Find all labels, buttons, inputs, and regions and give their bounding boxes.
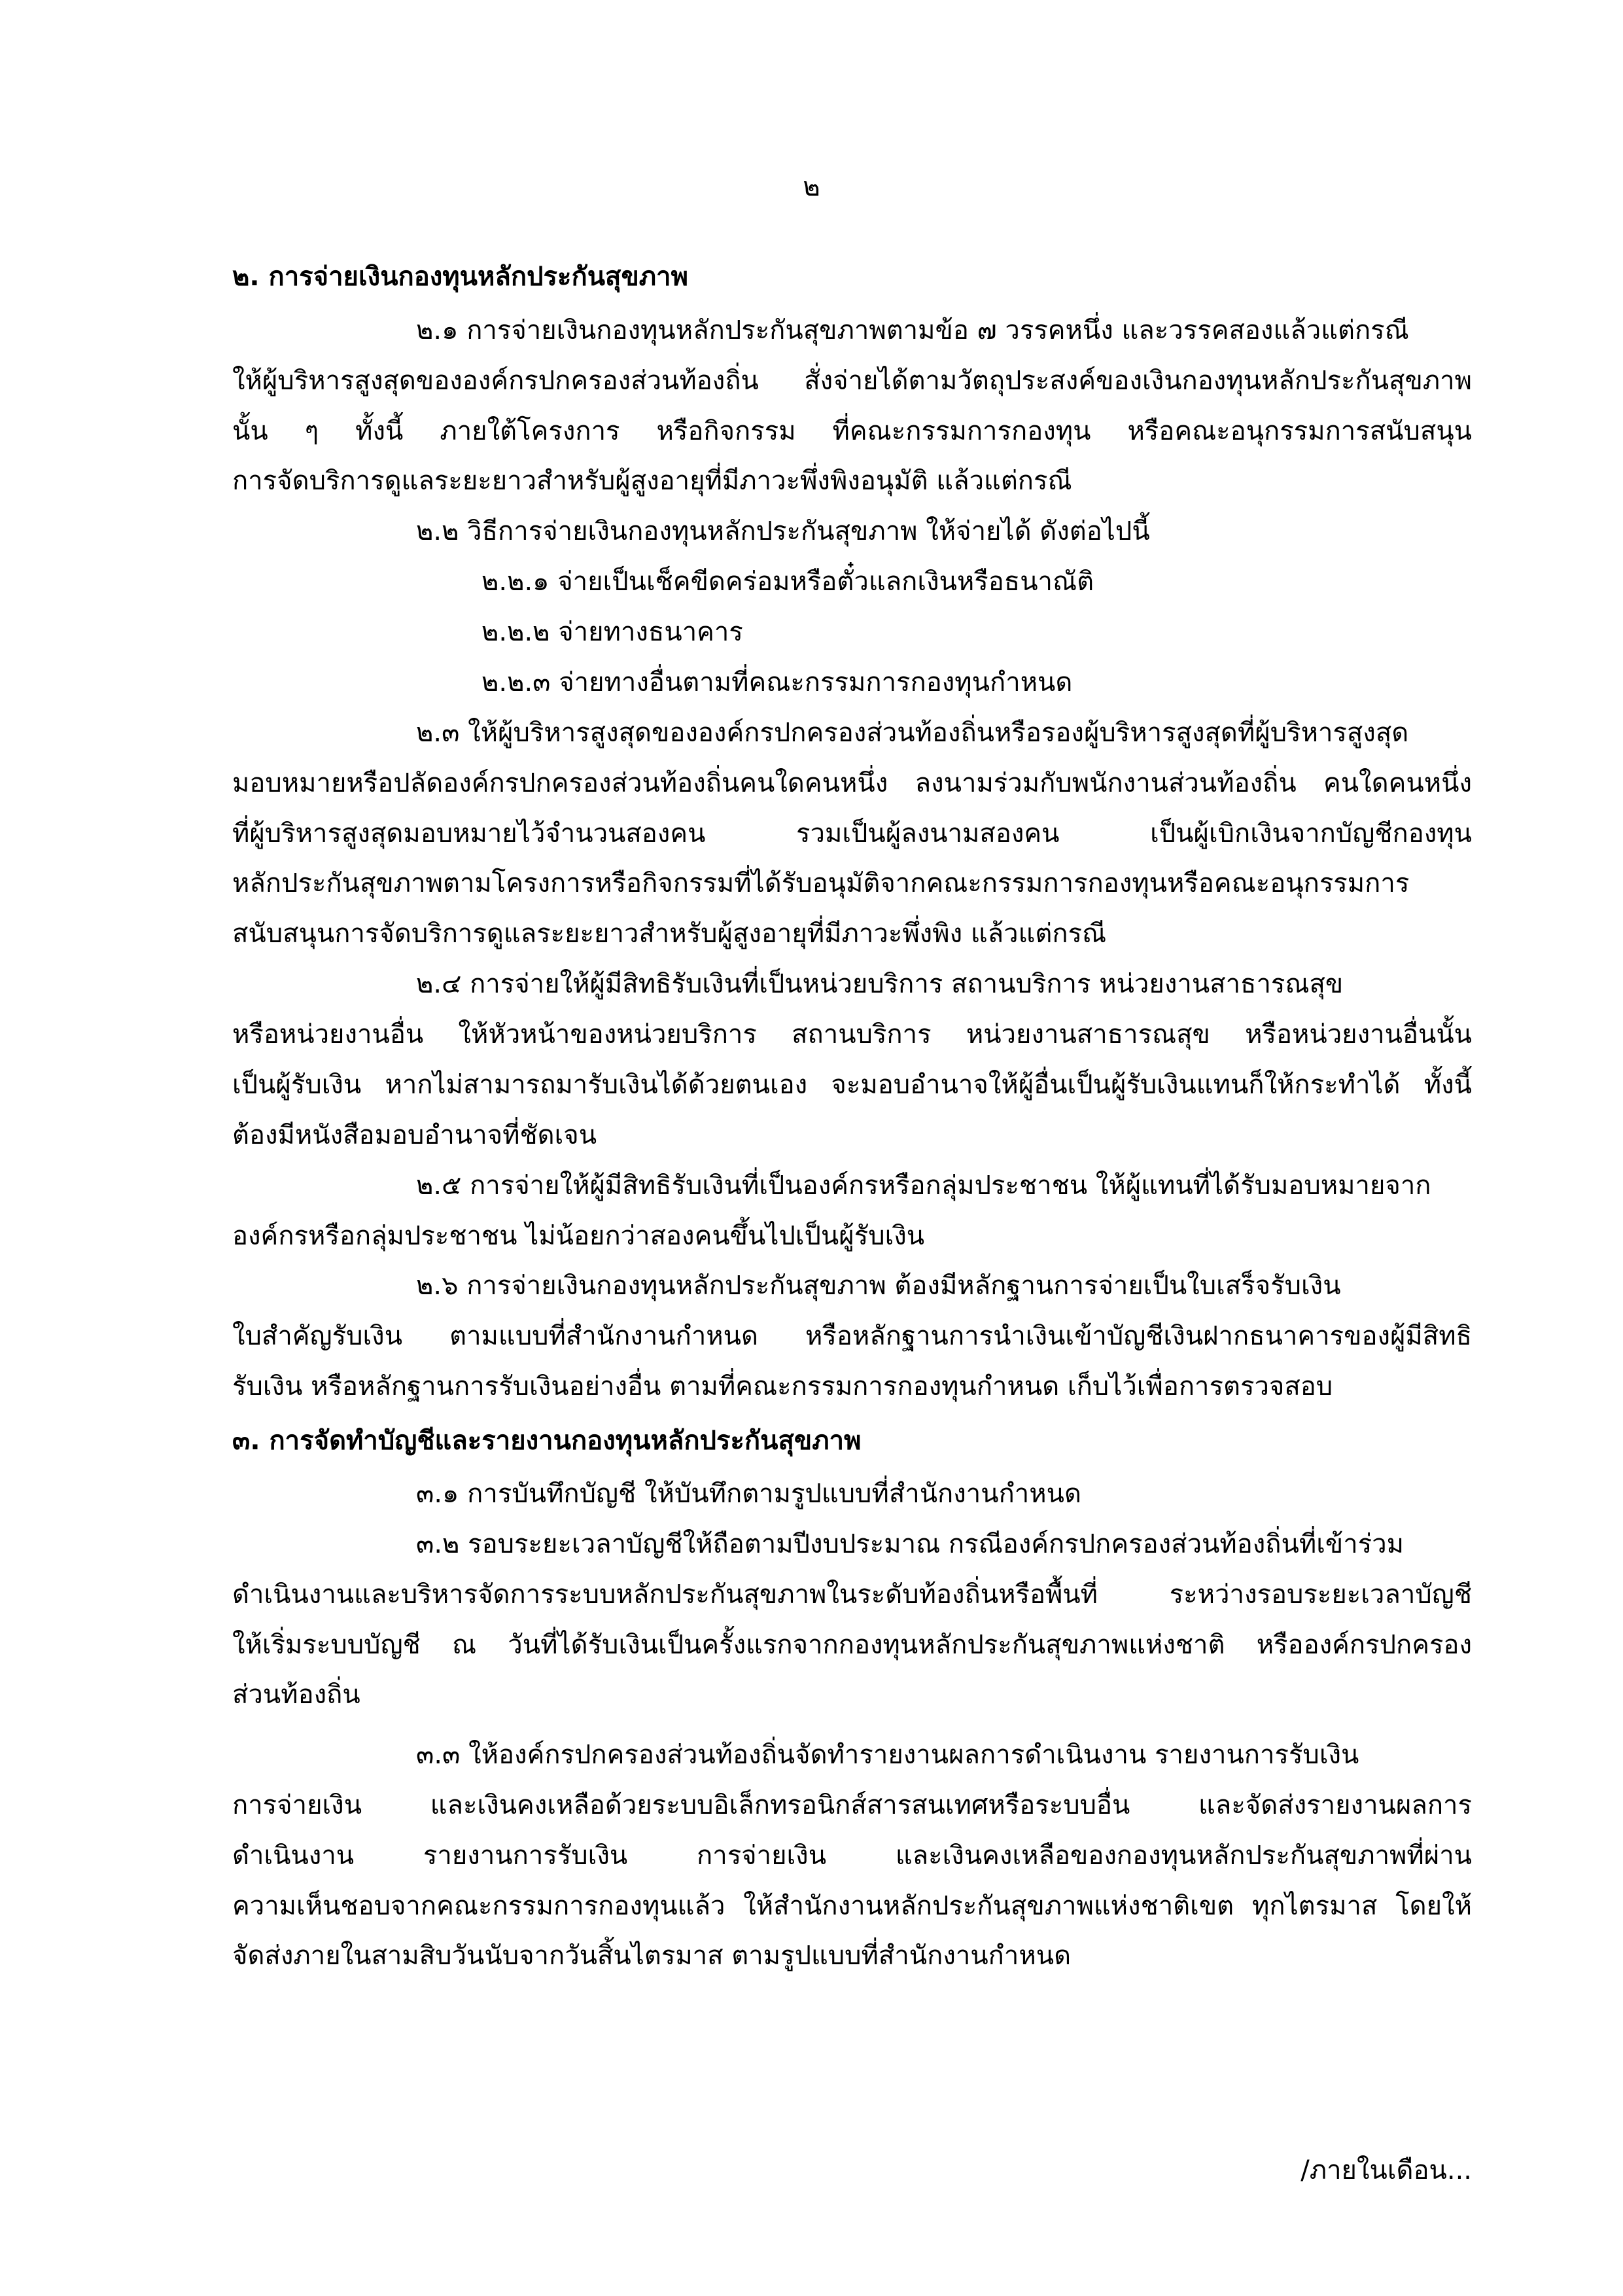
paragraph-2-4-line: ต้องมีหนังสือมอบอำนาจที่ชัดเจน (232, 1120, 597, 1150)
paragraph-3-3-line: ความเห็นชอบจากคณะกรรมการกองทุนแล้ว ให้สำนักงานหลักประกันสุขภาพแห่งชาติเขต ทุกไตรมาส โดยให้ (232, 1891, 1472, 1921)
paragraph-2-1-line: ให้ผู้บริหารสูงสุดขององค์กรปกครองส่วนท้องถิ่น สั่งจ่ายได้ตามวัตถุประสงค์ของเงินกองทุนหลักประกันสุขภาพ (232, 366, 1472, 396)
paragraph-2-1-line: นั้น ๆ ทั้งนี้ ภายใต้โครงการ หรือกิจกรรม ที่คณะกรรมการกองทุน หรือคณะอนุกรรมการสนับสนุน (232, 416, 1472, 446)
page-number: ๒ (803, 172, 820, 202)
paragraph-2-2: ๒.๒ วิธีการจ่ายเงินกองทุนหลักประกันสุขภาพ ให้จ่ายได้ ดังต่อไปนี้ (416, 516, 1150, 546)
paragraph-2-1-line: การจัดบริการดูแลระยะยาวสำหรับผู้สูงอายุที่มีภาวะพึ่งพิงอนุมัติ แล้วแต่กรณี (232, 466, 1072, 496)
list-item-2-2-2: ๒.๒.๒ จ่ายทางธนาคาร (481, 617, 743, 647)
paragraph-2-3-line: ที่ผู้บริหารสูงสุดมอบหมายไว้จำนวนสองคน รวมเป็นผู้ลงนามสองคน เป็นผู้เบิกเงินจากบัญชีกองทุน (232, 819, 1472, 849)
paragraph-2-4-line: ๒.๔ การจ่ายให้ผู้มีสิทธิรับเงินที่เป็นหน่วยบริการ สถานบริการ หน่วยงานสาธารณสุข (416, 969, 1344, 999)
paragraph-2-1-line: ๒.๑ การจ่ายเงินกองทุนหลักประกันสุขภาพตามข้อ ๗ วรรคหนึ่ง และวรรคสองแล้วแต่กรณี (416, 315, 1409, 345)
paragraph-3-1: ๓.๑ การบันทึกบัญชี ให้บันทึกตามรูปแบบที่สำนักงานกำหนด (416, 1479, 1081, 1509)
list-item-2-2-1: ๒.๒.๑ จ่ายเป็นเช็คขีดคร่อมหรือตั๋วแลกเงินหรือธนาณัติ (481, 567, 1094, 597)
paragraph-2-6-line: รับเงิน หรือหลักฐานการรับเงินอย่างอื่น ตามที่คณะกรรมการกองทุนกำหนด เก็บไว้เพื่อการตรวจสอบ (232, 1371, 1333, 1402)
section-3-heading: ๓. การจัดทำบัญชีและรายงานกองทุนหลักประกันสุขภาพ (232, 1426, 862, 1456)
paragraph-2-5-line: ๒.๕ การจ่ายให้ผู้มีสิทธิรับเงินที่เป็นองค์กรหรือกลุ่มประชาชน ให้ผู้แทนที่ได้รับมอบหมายจาก (416, 1171, 1431, 1201)
paragraph-3-2-line: ให้เริ่มระบบบัญชี ณ วันที่ได้รับเงินเป็นครั้งแรกจากกองทุนหลักประกันสุขภาพแห่งชาติ หรือองค์กรปกครอง (232, 1630, 1472, 1660)
continuation-note: /ภายในเดือน... (1300, 2155, 1472, 2185)
paragraph-2-3-line: ๒.๓ ให้ผู้บริหารสูงสุดขององค์กรปกครองส่วนท้องถิ่นหรือรองผู้บริหารสูงสุดที่ผู้บริหารสูงสุด (416, 718, 1409, 748)
paragraph-2-6-line: ๒.๖ การจ่ายเงินกองทุนหลักประกันสุขภาพ ต้องมีหลักฐานการจ่ายเป็นใบเสร็จรับเงิน (416, 1271, 1341, 1301)
list-item-2-2-3: ๒.๒.๓ จ่ายทางอื่นตามที่คณะกรรมการกองทุนกำหนด (481, 667, 1073, 698)
paragraph-3-2-line: ส่วนท้องถิ่น (232, 1680, 360, 1710)
paragraph-2-5-line: องค์กรหรือกลุ่มประชาชน ไม่น้อยกว่าสองคนขึ้นไปเป็นผู้รับเงิน (232, 1221, 925, 1251)
paragraph-3-3-line: จัดส่งภายในสามสิบวันนับจากวันสิ้นไตรมาส ตามรูปแบบที่สำนักงานกำหนด (232, 1941, 1072, 1971)
paragraph-2-3-line: สนับสนุนการจัดบริการดูแลระยะยาวสำหรับผู้สูงอายุที่มีภาวะพึ่งพิง แล้วแต่กรณี (232, 919, 1107, 949)
paragraph-3-2-line: ๓.๒ รอบระยะเวลาบัญชีให้ถือตามปีงบประมาณ กรณีองค์กรปกครองส่วนท้องถิ่นที่เข้าร่วม (416, 1529, 1405, 1559)
paragraph-2-4-line: หรือหน่วยงานอื่น ให้หัวหน้าของหน่วยบริการ สถานบริการ หน่วยงานสาธารณสุข หรือหน่วยงานอื่นนั้น (232, 1019, 1472, 1050)
paragraph-2-3-line: หลักประกันสุขภาพตามโครงการหรือกิจกรรมที่ได้รับอนุมัติจากคณะกรรมการกองทุนหรือคณะอนุกรรมการ (232, 868, 1410, 898)
section-2-heading: ๒. การจ่ายเงินกองทุนหลักประกันสุขภาพ (232, 262, 688, 292)
paragraph-2-6-line: ใบสำคัญรับเงิน ตามแบบที่สำนักงานกำหนด หรือหลักฐานการนำเงินเข้าบัญชีเงินฝากธนาคารของผู้มีสิทธิ (232, 1321, 1472, 1351)
paragraph-3-3-line: ดำเนินงาน รายงานการรับเงิน การจ่ายเงิน และเงินคงเหลือของกองทุนหลักประกันสุขภาพที่ผ่าน (232, 1841, 1472, 1871)
paragraph-2-4-line: เป็นผู้รับเงิน หากไม่สามารถมารับเงินได้ด้วยตนเอง จะมอบอำนาจให้ผู้อื่นเป็นผู้รับเงินแทนก็ให้กระทำได้ ทั้งนี้ (232, 1070, 1472, 1100)
paragraph-2-3-line: มอบหมายหรือปลัดองค์กรปกครองส่วนท้องถิ่นคนใดคนหนึ่ง ลงนามร่วมกับพนักงานส่วนท้องถิ่น คนใดคนหนึ่ง (232, 768, 1472, 798)
paragraph-3-2-line: ดำเนินงานและบริหารจัดการระบบหลักประกันสุขภาพในระดับท้องถิ่นหรือพื้นที่ ระหว่างรอบระยะเวลาบัญชี (232, 1580, 1472, 1610)
paragraph-3-3-line: การจ่ายเงิน และเงินคงเหลือด้วยระบบอิเล็กทรอนิกส์สารสนเทศหรือระบบอื่น และจัดส่งรายงานผลการ (232, 1790, 1472, 1820)
paragraph-3-3-line: ๓.๓ ให้องค์กรปกครองส่วนท้องถิ่นจัดทำรายงานผลการดำเนินงาน รายงานการรับเงิน (416, 1740, 1359, 1770)
